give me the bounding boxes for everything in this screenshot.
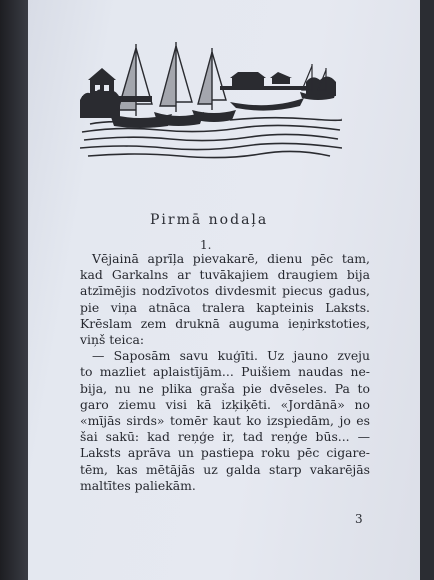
text-line: «mījās sirds» tomēr kaut ko izspiedām, jo es [80, 413, 370, 429]
text-line: bija, nu ne plika graša pie dvēseles. Pa to [80, 380, 370, 396]
harbor-sailboats-engraving-icon [80, 40, 342, 162]
text-line: — Saposām savu kuģīti. Uz jauno zveju [92, 348, 370, 364]
text-line: tēm, kas mētājās uz galda starp vakarējās [80, 461, 370, 477]
text-line: Vējainā aprīļa pievakarē, dienu pēc tam, [92, 251, 370, 266]
page-gutter-shadow [0, 0, 28, 580]
text-line: pie viņa atnāca tralera kapteinis Laksts. [80, 299, 370, 315]
text-line: maltītes paliekām. [80, 477, 196, 493]
text-line: to mazliet aplaistījām... Puišiem naudas ne- [80, 364, 370, 380]
section-number: 1. [200, 238, 212, 252]
text-line: garo ziemu visi kā izķiķēti. «Jordānā» no [80, 396, 370, 412]
text-line: Krēslam zem druknā auguma ieņirkstoties, [80, 315, 370, 331]
page-number: 3 [355, 512, 363, 526]
text-line: Laksts aprāva un pastiepa roku pēc cigare- [80, 445, 370, 461]
chapter-title: Pirmā nodaļa [150, 212, 269, 228]
text-line: viņš teica: [80, 332, 145, 348]
text-line: šai sakū: kad reņģe ir, tad reņģe būs... — [80, 429, 370, 445]
body-text [80, 251, 370, 494]
text-line: atzīmējis nodzīvotos divdesmit piecus gadus, [80, 283, 370, 299]
text-line: kad Garkalns ar tuvākajiem draugiem bija [80, 267, 370, 283]
